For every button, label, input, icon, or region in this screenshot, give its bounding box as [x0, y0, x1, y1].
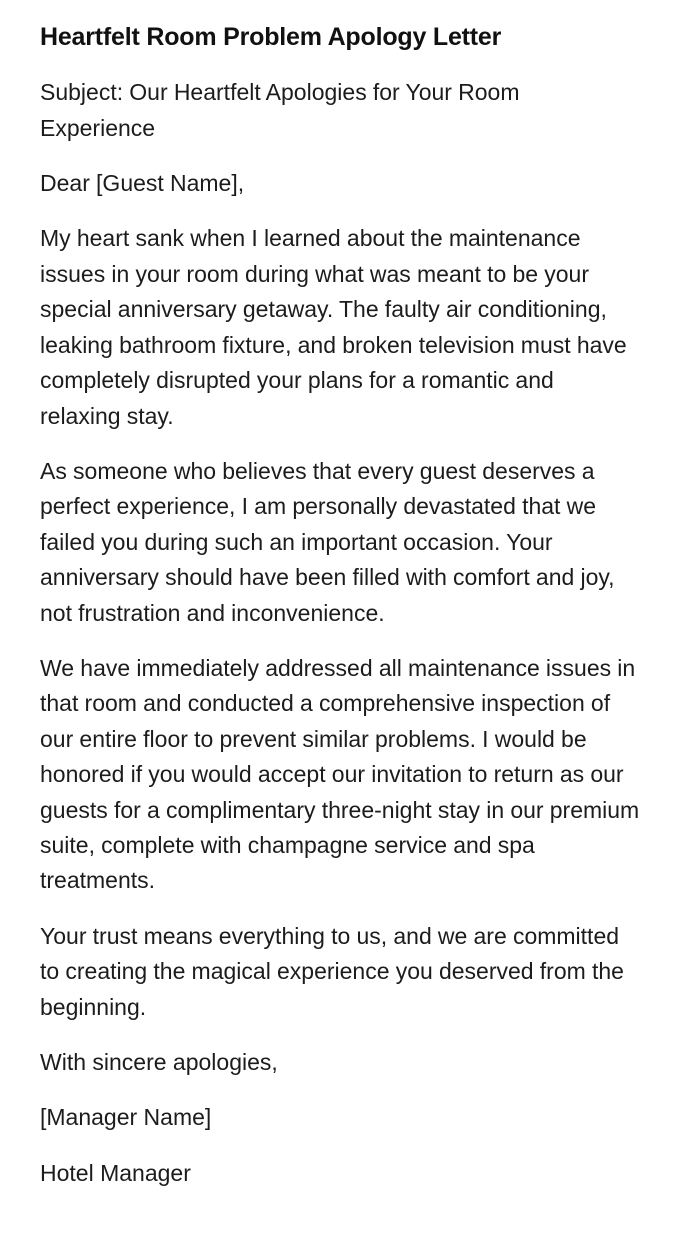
salutation: Dear [Guest Name], — [40, 170, 245, 197]
subject-line: Subject: Our Heartfelt Apologies for Your Room Experience — [40, 79, 520, 141]
body-paragraph-1: My heart sank when I learned about the maintenance issues in your room during what was meant to be your special anniversary getaway. The faulty air conditioning, leaking bathroom fixture, and broken television must have completely disrupted your plans for a romantic and relaxing stay. — [40, 225, 627, 429]
closing-line: With sincere apologies, — [40, 1049, 278, 1075]
body-paragraph-4: Your trust means everything to us, and we are committed to creating the magical experience you deserved from the beginning. — [40, 922, 624, 1020]
signature-name: [Manager Name] — [40, 1104, 212, 1131]
body-paragraph-3: We have immediately addressed all maintenance issues in that room and conducted a comprehensive inspection of our entire floor to prevent similar problems. I would be honored if you would accept our invitation to return as our guests for a complimentary three-night stay in our premium suite, complete with champagne service and spa treatments. — [40, 654, 640, 894]
body-paragraph-2: As someone who believes that every guest deserves a perfect experience, I am personally devastated that we failed you during such an important occasion. Your anniversary should have been filled with comfort and joy, not frustration and inconvenience. — [40, 457, 615, 626]
page-title: Heartfelt Room Problem Apology Letter — [40, 23, 502, 51]
signature-title: Hotel Manager — [40, 1159, 191, 1186]
